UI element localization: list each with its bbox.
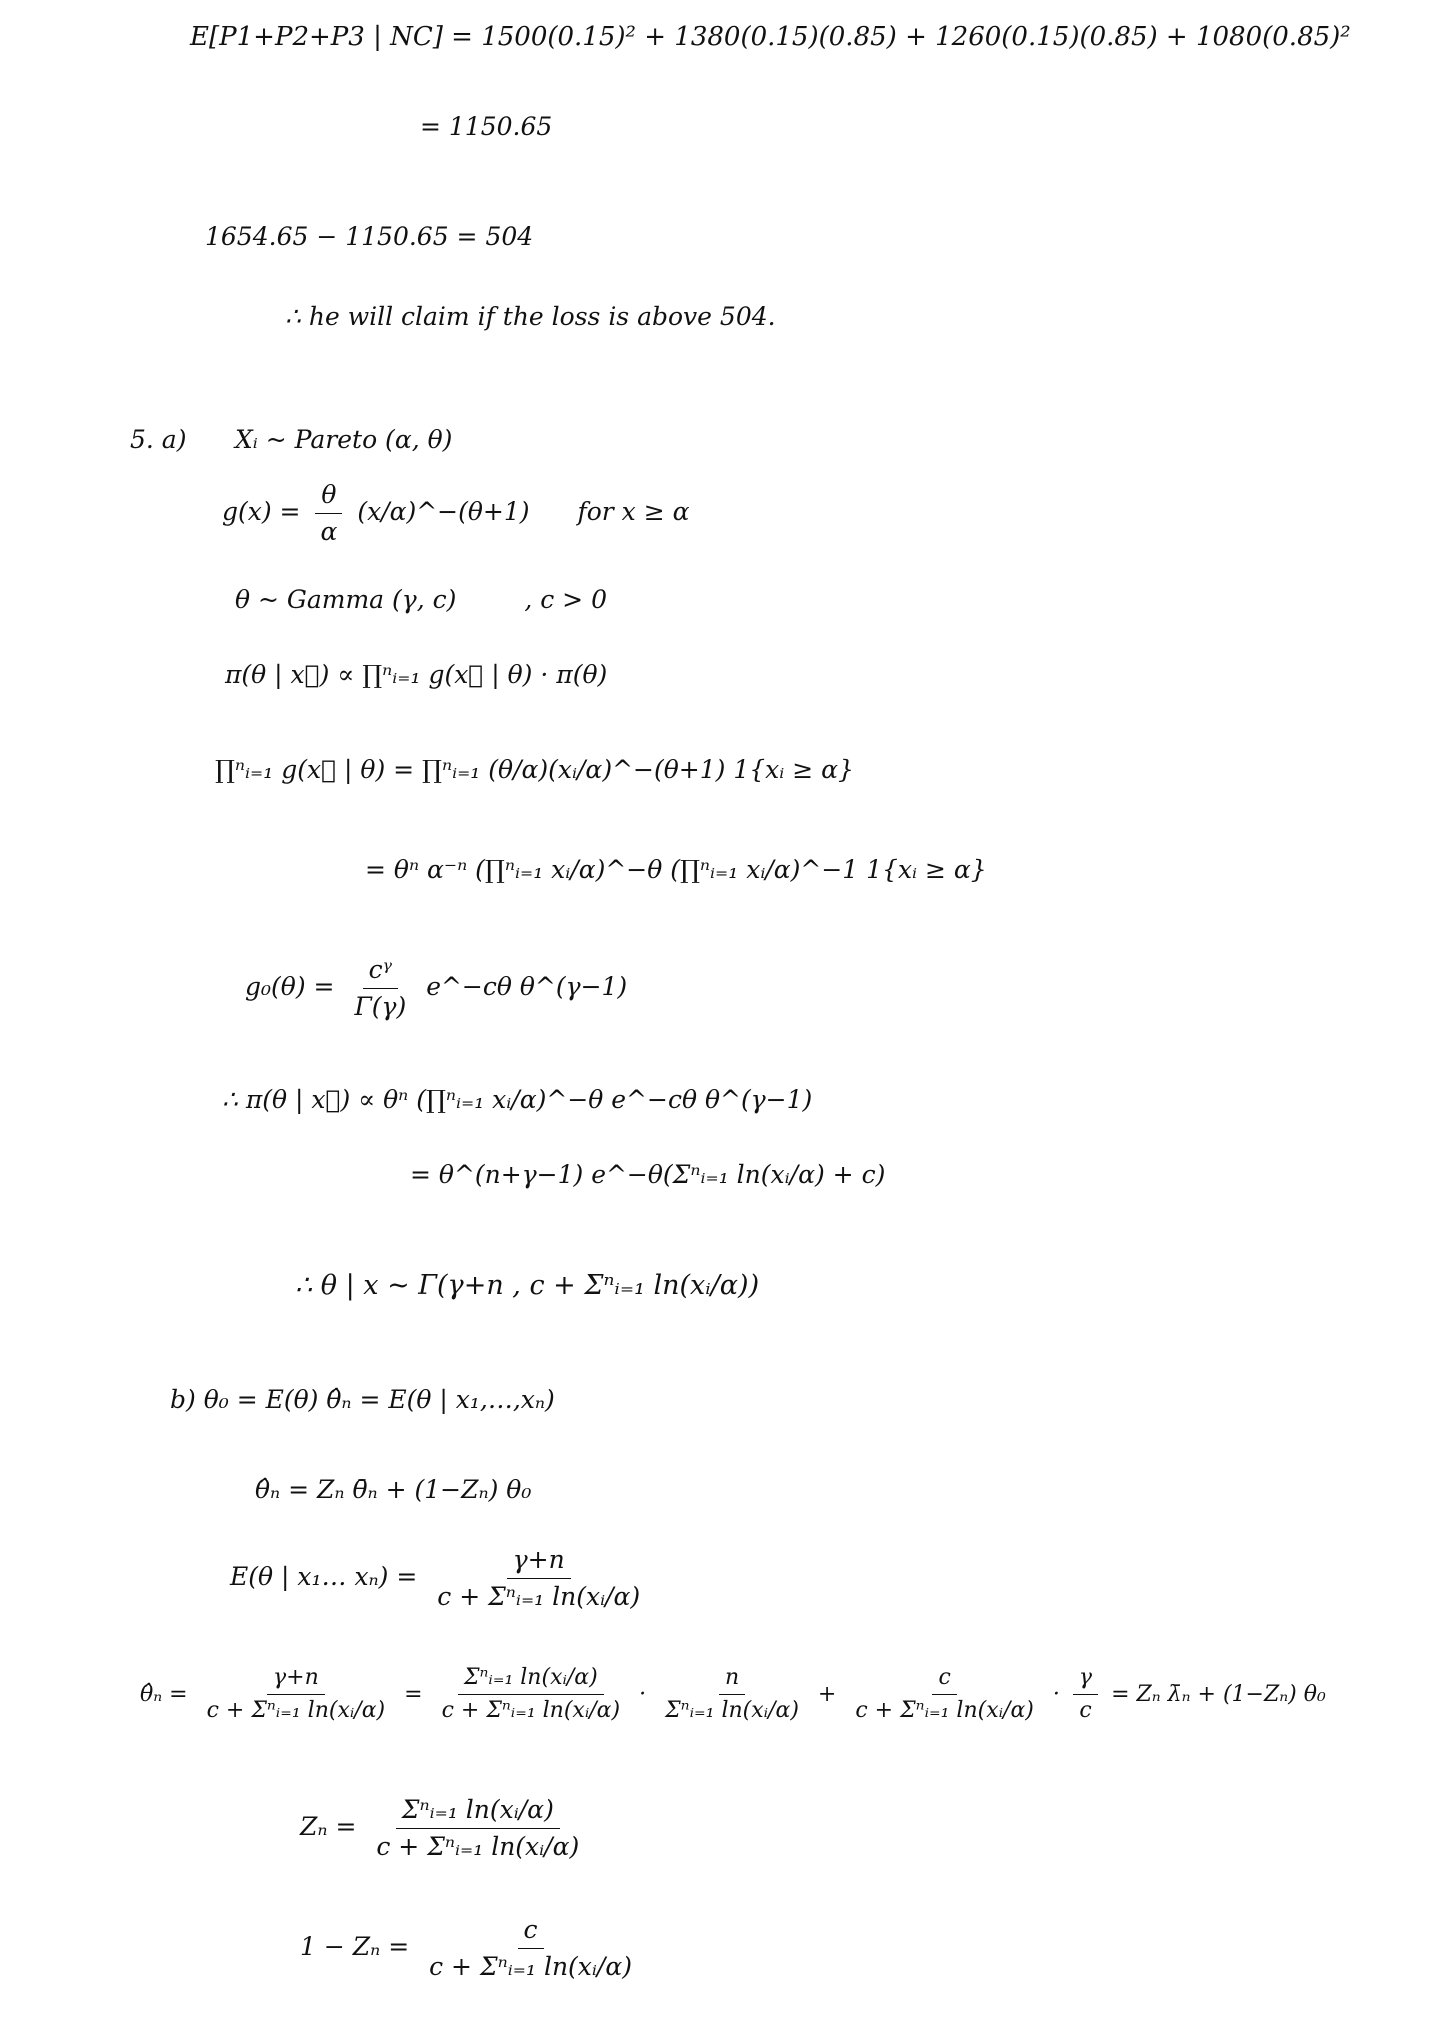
credibility-factor-numerator: Σⁿᵢ₌₁ ln(xᵢ/α) bbox=[396, 1795, 560, 1829]
posterior-mean-fraction bbox=[431, 1545, 646, 1612]
posterior-proportionality: π(θ | x⃗) ∝ ∏ⁿᵢ₌₁ g(x⃗ | θ) · π(θ) bbox=[225, 660, 608, 689]
fraction-4-numerator: c bbox=[932, 1665, 956, 1695]
density-lhs: g(x) = bbox=[222, 497, 301, 526]
posterior-mean-denominator: c + Σⁿᵢ₌₁ ln(xᵢ/α) bbox=[437, 1582, 641, 1611]
posterior-mean-numerator: γ+n bbox=[507, 1545, 571, 1579]
decomposition-fraction-1 bbox=[201, 1665, 392, 1725]
posterior-mean bbox=[230, 1545, 652, 1612]
expected-claim-equation: E[P1+P2+P3 | NC] = 1500(0.15)² + 1380(0.15)(0.85) + 1260(0.15)(0.85) + 1080(0.85)² bbox=[190, 22, 1351, 52]
fraction-1-numerator: γ+n bbox=[267, 1665, 325, 1695]
decomposition-equals: = bbox=[404, 1681, 423, 1707]
complement-fraction bbox=[423, 1915, 638, 1982]
gamma-density-fraction bbox=[348, 955, 412, 1022]
pareto-density bbox=[222, 480, 690, 547]
fraction-3-numerator: n bbox=[719, 1665, 745, 1695]
fraction-1-denominator: c + Σⁿᵢ₌₁ ln(xᵢ/α) bbox=[206, 1698, 386, 1724]
credibility-factor bbox=[300, 1795, 591, 1862]
question-label: 5. a) bbox=[130, 425, 187, 454]
gamma-density-numerator: cᵞ bbox=[363, 955, 398, 989]
pareto-assumption: Xᵢ ~ Pareto (α, θ) bbox=[235, 425, 453, 454]
gamma-density-terms: e^−cθ θ^(γ−1) bbox=[426, 972, 628, 1001]
decomposition-rhs: = Zₙ λ̄ₙ + (1−Zₙ) θ₀ bbox=[1111, 1681, 1326, 1707]
fraction-5-numerator: γ bbox=[1073, 1665, 1098, 1695]
expected-claim-result: = 1150.65 bbox=[420, 112, 553, 141]
density-fraction-numerator: θ bbox=[315, 480, 342, 514]
credibility-factor-denominator: c + Σⁿᵢ₌₁ ln(xᵢ/α) bbox=[376, 1832, 580, 1861]
complement-credibility-factor bbox=[300, 1915, 644, 1982]
decomposition-dot: · bbox=[639, 1681, 647, 1707]
fraction-3-denominator: Σⁿᵢ₌₁ ln(xᵢ/α) bbox=[665, 1698, 799, 1724]
posterior-mean-lhs: E(θ | x₁… xₙ) = bbox=[230, 1562, 418, 1591]
posterior-kernel: ∴ π(θ | x⃗) ∝ θⁿ (∏ⁿᵢ₌₁ xᵢ/α)^−θ e^−cθ θ^(γ−1) bbox=[222, 1085, 813, 1114]
decomposition-fraction-5 bbox=[1073, 1665, 1098, 1725]
decomposition-plus: + bbox=[817, 1681, 837, 1707]
decomposition-lhs: θ̂ₙ = bbox=[140, 1681, 188, 1707]
complement-numerator: c bbox=[518, 1915, 544, 1949]
difference-computation: 1654.65 − 1150.65 = 504 bbox=[205, 222, 534, 251]
fraction-2-denominator: c + Σⁿᵢ₌₁ ln(xᵢ/α) bbox=[441, 1698, 621, 1724]
gamma-density-lhs: g₀(θ) = bbox=[245, 972, 335, 1001]
fraction-5-denominator: c bbox=[1079, 1698, 1092, 1724]
complement-denominator: c + Σⁿᵢ₌₁ ln(xᵢ/α) bbox=[429, 1952, 632, 1981]
decomposition-fraction-4 bbox=[849, 1665, 1040, 1725]
credibility-form: θ̂ₙ = Zₙ θ̄ₙ + (1−Zₙ) θ₀ bbox=[255, 1475, 532, 1504]
decomposition-fraction-3 bbox=[659, 1665, 805, 1725]
likelihood-simplified: = θⁿ α⁻ⁿ (∏ⁿᵢ₌₁ xᵢ/α)^−θ (∏ⁿᵢ₌₁ xᵢ/α)^−1 1{xᵢ ≥ α} bbox=[365, 855, 987, 884]
fraction-4-denominator: c + Σⁿᵢ₌₁ ln(xᵢ/α) bbox=[855, 1698, 1034, 1724]
decomposition-fraction-2 bbox=[436, 1665, 627, 1725]
part-b-definitions: b) θ₀ = E(θ) θ̂ₙ = E(θ | x₁,…,xₙ) bbox=[170, 1385, 555, 1414]
density-fraction-denominator: α bbox=[320, 517, 338, 546]
density-condition: for x ≥ α bbox=[577, 497, 690, 526]
gamma-prior-condition: , c > 0 bbox=[524, 585, 607, 614]
gamma-density-denominator: Γ(γ) bbox=[354, 992, 407, 1021]
density-power-term: (x/α)^−(θ+1) bbox=[357, 497, 530, 526]
credibility-factor-lhs: Zₙ = bbox=[300, 1812, 357, 1841]
complement-lhs: 1 − Zₙ = bbox=[300, 1932, 410, 1961]
fraction-2-numerator: Σⁿᵢ₌₁ ln(xᵢ/α) bbox=[458, 1665, 604, 1695]
claim-conclusion: ∴ he will claim if the loss is above 504. bbox=[285, 302, 776, 331]
credibility-factor-fraction bbox=[370, 1795, 585, 1862]
credibility-decomposition bbox=[140, 1665, 1326, 1725]
gamma-prior-text: θ ~ Gamma (γ, c) bbox=[235, 585, 457, 614]
gamma-prior bbox=[235, 585, 607, 615]
posterior-kernel-simplified: = θ^(n+γ−1) e^−θ(Σⁿᵢ₌₁ ln(xᵢ/α) + c) bbox=[410, 1160, 886, 1189]
gamma-density bbox=[245, 955, 627, 1022]
density-fraction bbox=[314, 480, 343, 547]
likelihood-product: ∏ⁿᵢ₌₁ g(x⃗ | θ) = ∏ⁿᵢ₌₁ (θ/α)(xᵢ/α)^−(θ+1) 1{xᵢ ≥ α} bbox=[215, 755, 854, 784]
decomposition-dot-2: · bbox=[1052, 1681, 1060, 1707]
posterior-distribution: ∴ θ | x ~ Γ(γ+n , c + Σⁿᵢ₌₁ ln(xᵢ/α)) bbox=[295, 1270, 760, 1301]
